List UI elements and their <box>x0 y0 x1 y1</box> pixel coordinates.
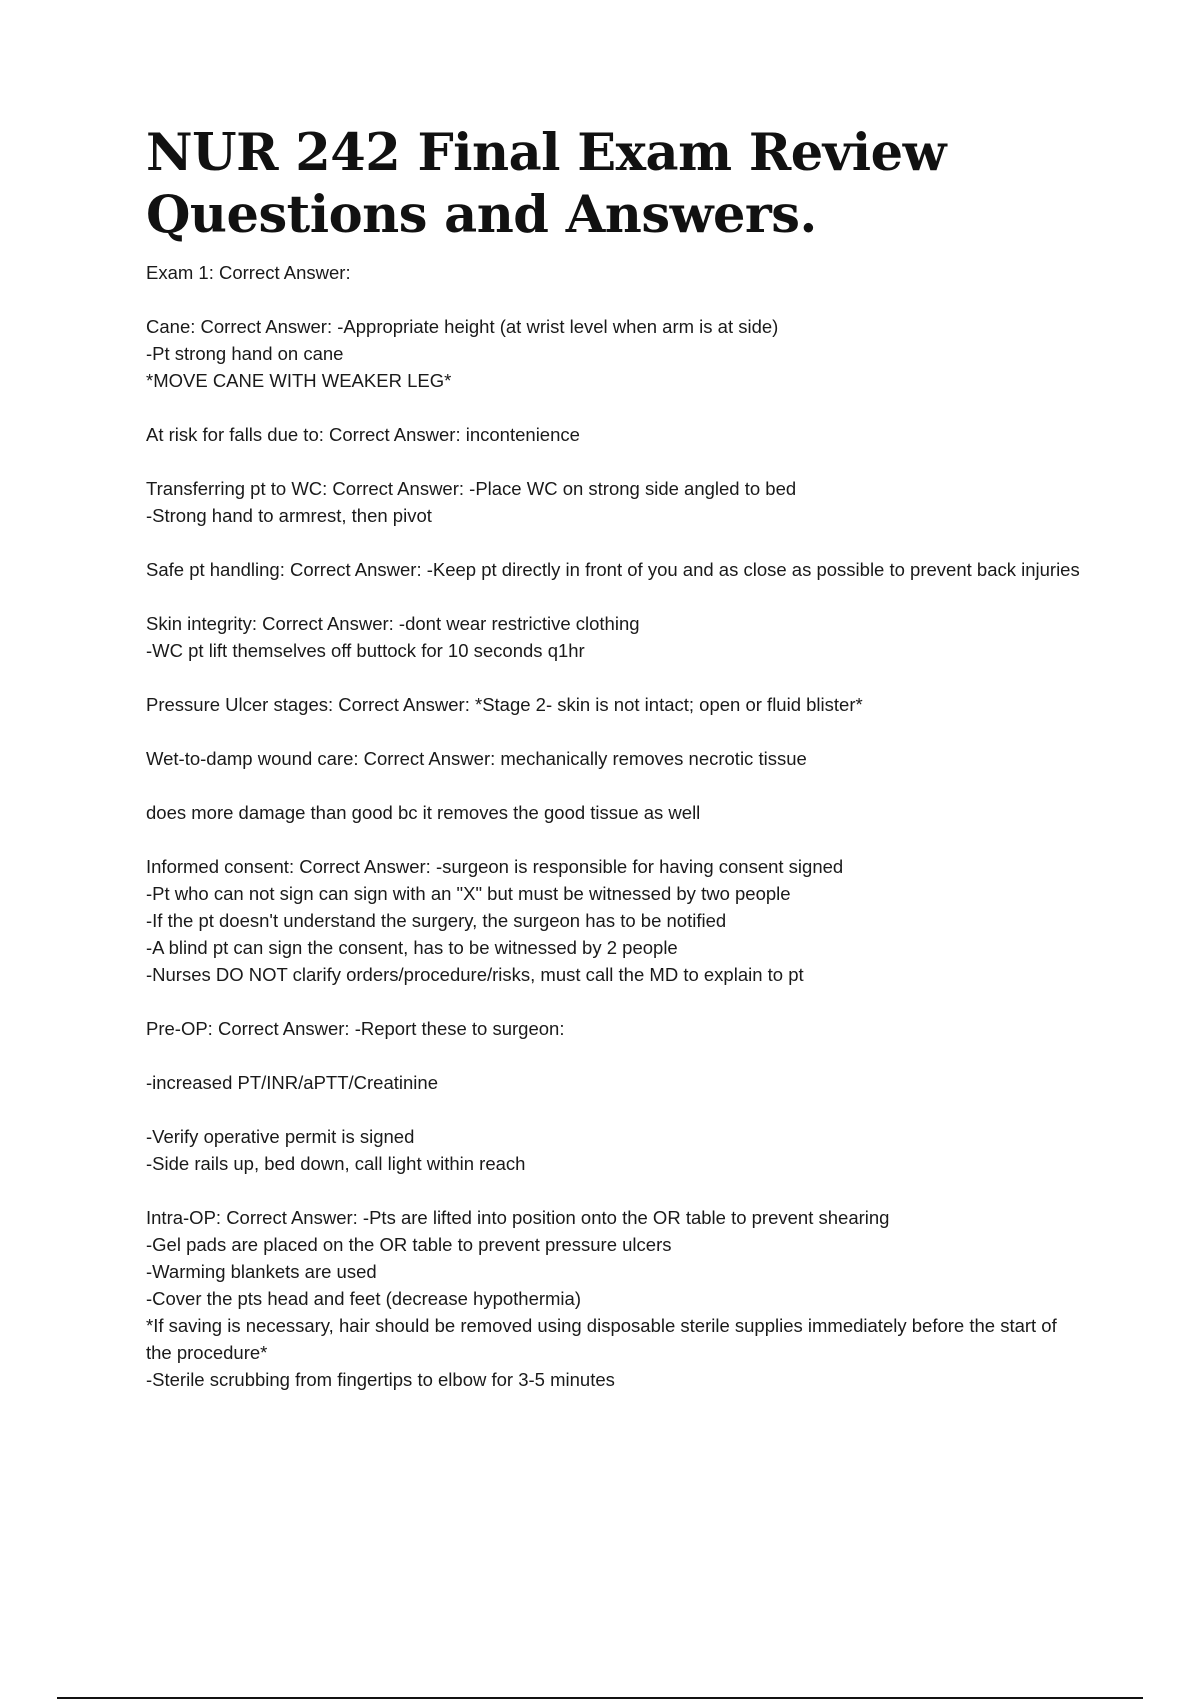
text-line: Wet-to-damp wound care: Correct Answer: mechanically removes necrotic tissue <box>146 748 807 769</box>
text-line: Skin integrity: Correct Answer: -dont wear restrictive clothing <box>146 613 640 634</box>
document-title: NUR 242 Final Exam Review Questions and Answers. <box>146 123 947 245</box>
text-line: -Cover the pts head and feet (decrease hypothermia) <box>146 1288 581 1309</box>
text-line: -Gel pads are placed on the OR table to prevent pressure ulcers <box>146 1234 672 1255</box>
text-line: -WC pt lift themselves off buttock for 10 seconds q1hr <box>146 640 585 661</box>
qa-entry <box>146 421 1086 448</box>
qa-entry <box>146 475 1086 529</box>
qa-entry <box>146 1123 1086 1177</box>
qa-entry <box>146 610 1086 664</box>
text-line: At risk for falls due to: Correct Answer: incontenience <box>146 424 580 445</box>
text-line: -Nurses DO NOT clarify orders/procedure/risks, must call the MD to explain to pt <box>146 964 804 985</box>
text-line: -Verify operative permit is signed <box>146 1126 415 1147</box>
text-line: -Pt strong hand on cane <box>146 343 344 364</box>
text-line: Transferring pt to WC: Correct Answer: -Place WC on strong side angled to bed <box>146 478 797 499</box>
text-line: Pressure Ulcer stages: Correct Answer: *Stage 2- skin is not intact; open or fluid blister* <box>146 694 863 715</box>
text-line: -Strong hand to armrest, then pivot <box>146 505 432 526</box>
qa-entry <box>146 691 1086 718</box>
text-line: Exam 1: Correct Answer: <box>146 262 351 283</box>
text-line: -Side rails up, bed down, call light within reach <box>146 1153 526 1174</box>
qa-entry <box>146 853 1086 988</box>
qa-entry <box>146 799 1086 826</box>
document-body <box>146 259 1086 1420</box>
qa-entry <box>146 1204 1086 1393</box>
text-line: *If saving is necessary, hair should be removed using disposable sterile supplies immediately before the start of the procedure* <box>146 1315 1057 1363</box>
text-line: Intra-OP: Correct Answer: -Pts are lifted into position onto the OR table to prevent shearing <box>146 1207 890 1228</box>
qa-entry <box>146 259 1086 286</box>
qa-entry <box>146 1015 1086 1042</box>
text-line: *MOVE CANE WITH WEAKER LEG* <box>146 370 452 391</box>
text-line: -A blind pt can sign the consent, has to be witnessed by 2 people <box>146 937 678 958</box>
text-line: -Warming blankets are used <box>146 1261 377 1282</box>
qa-entry <box>146 1069 1086 1096</box>
footer-divider <box>57 1697 1143 1699</box>
text-line: Informed consent: Correct Answer: -surgeon is responsible for having consent signed <box>146 856 844 877</box>
text-line: -If the pt doesn't understand the surgery, the surgeon has to be notified <box>146 910 727 931</box>
text-line: -Pt who can not sign can sign with an "X" but must be witnessed by two people <box>146 883 791 904</box>
text-line: Safe pt handling: Correct Answer: -Keep pt directly in front of you and as close as possible to prevent back injuries <box>146 559 1080 580</box>
qa-entry <box>146 745 1086 772</box>
qa-entry <box>146 556 1086 583</box>
text-line: Pre-OP: Correct Answer: -Report these to surgeon: <box>146 1018 565 1039</box>
text-line: Cane: Correct Answer: -Appropriate height (at wrist level when arm is at side) <box>146 316 779 337</box>
text-line: -Sterile scrubbing from fingertips to elbow for 3-5 minutes <box>146 1369 615 1390</box>
text-line: does more damage than good bc it removes the good tissue as well <box>146 802 701 823</box>
qa-entry <box>146 313 1086 394</box>
text-line: -increased PT/INR/aPTT/Creatinine <box>146 1072 438 1093</box>
